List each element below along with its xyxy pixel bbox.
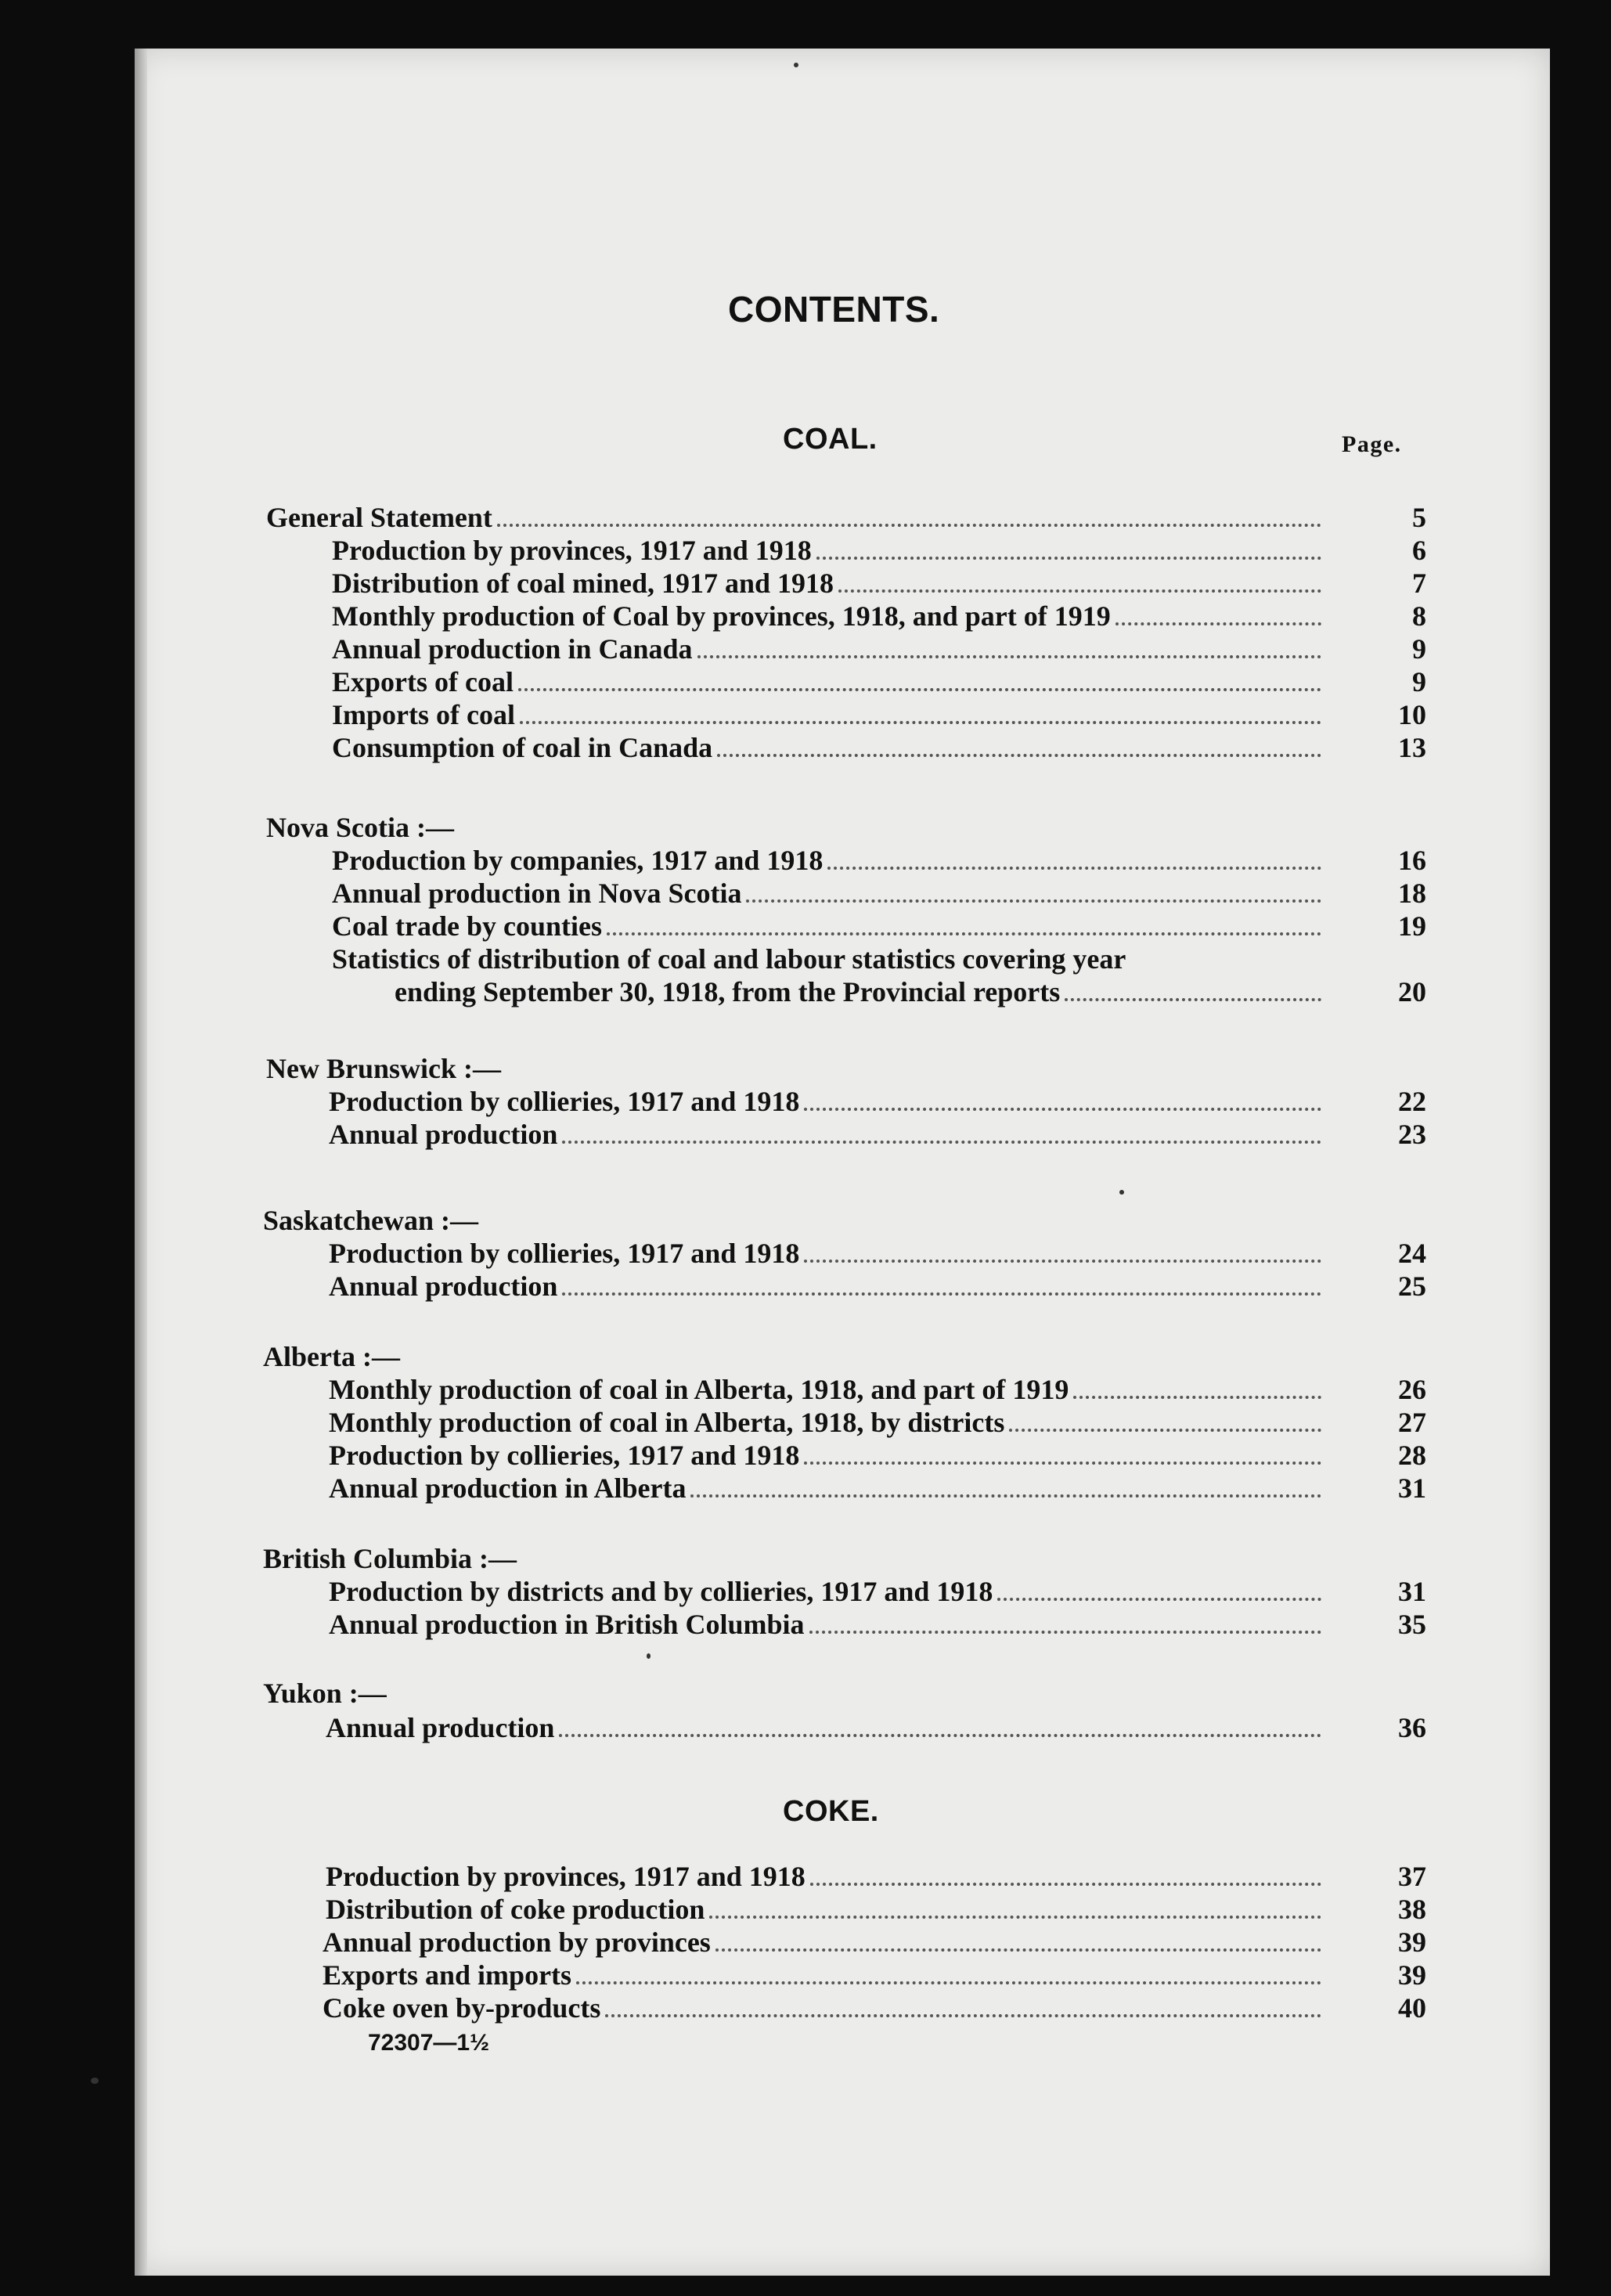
toc-entry-title: Exports of coal xyxy=(332,666,514,697)
dot-leader xyxy=(1115,622,1321,625)
toc-entry xyxy=(332,567,1326,600)
toc-entry xyxy=(329,1608,1326,1641)
coke-heading: COKE. xyxy=(783,1795,879,1828)
toc-group-title: British Columbia :— xyxy=(263,1543,517,1574)
toc-entry xyxy=(332,910,1326,943)
toc-page-number: 19 xyxy=(1398,910,1426,942)
toc-page-number: 40 xyxy=(1398,1992,1426,2024)
toc-entry xyxy=(266,501,1326,534)
toc-page-number: 39 xyxy=(1398,1959,1426,1991)
toc-entry-title: Production by collieries, 1917 and 1918 xyxy=(329,1086,800,1117)
toc-page-number: 16 xyxy=(1398,845,1426,876)
toc-group-title: Saskatchewan :— xyxy=(263,1205,479,1236)
dot-leader xyxy=(715,1948,1321,1952)
dot-leader xyxy=(497,524,1321,527)
toc-page-number: 25 xyxy=(1398,1271,1426,1302)
toc-entry xyxy=(395,975,1326,1008)
dot-leader xyxy=(518,688,1321,691)
toc-entry xyxy=(326,1711,1326,1744)
toc-entry-title: Statistics of distribution of coal and labour statistics covering year xyxy=(332,943,1126,975)
dot-leader xyxy=(562,1141,1321,1144)
toc-entry xyxy=(332,844,1326,877)
toc-page-number: 31 xyxy=(1398,1472,1426,1504)
dot-leader xyxy=(1073,1396,1321,1399)
dot-leader xyxy=(697,655,1321,658)
dot-leader xyxy=(816,557,1321,560)
toc-entry-title: Production by collieries, 1917 and 1918 xyxy=(329,1440,800,1471)
toc-entry xyxy=(332,698,1326,731)
toc-entry xyxy=(323,1991,1326,2024)
toc-page-number: 35 xyxy=(1398,1609,1426,1640)
toc-entry xyxy=(329,1439,1326,1472)
toc-entry-title: Imports of coal xyxy=(332,699,515,730)
dot-leader xyxy=(804,1462,1321,1465)
dot-leader xyxy=(804,1260,1321,1263)
toc-entry xyxy=(332,600,1326,633)
toc-page-number: 9 xyxy=(1412,633,1426,665)
scan-speck xyxy=(647,1653,651,1659)
toc-entry-title: Annual production xyxy=(329,1119,558,1150)
dot-leader xyxy=(605,2014,1321,2017)
toc-entry xyxy=(323,1926,1326,1959)
dot-leader xyxy=(746,899,1321,903)
toc-page-number: 8 xyxy=(1412,600,1426,632)
toc-entry xyxy=(329,1237,1326,1270)
toc-entry-title: Distribution of coke production xyxy=(326,1894,705,1925)
toc-entry-title: Annual production xyxy=(329,1271,558,1302)
toc-page-number: 27 xyxy=(1398,1407,1426,1438)
dot-leader xyxy=(809,1631,1321,1634)
scan-speck xyxy=(794,63,798,67)
toc-entry-title: Annual production in British Columbia xyxy=(329,1609,805,1640)
toc-page-number: 22 xyxy=(1398,1086,1426,1117)
toc-entry-title: Consumption of coal in Canada xyxy=(332,732,713,763)
toc-entry xyxy=(323,1959,1326,1991)
toc-entry-title: Monthly production of coal in Alberta, 1918, by districts xyxy=(329,1407,1005,1438)
toc-entry-title: Production by provinces, 1917 and 1918 xyxy=(332,535,812,566)
page-gutter-shadow xyxy=(135,49,147,2276)
toc-group-title: Yukon :— xyxy=(263,1678,387,1709)
toc-entry-title: Coke oven by-products xyxy=(323,1992,601,2024)
toc-entry xyxy=(332,877,1326,910)
toc-page-number: 28 xyxy=(1398,1440,1426,1471)
toc-page-number: 5 xyxy=(1412,502,1426,533)
toc-entry-title: Production by collieries, 1917 and 1918 xyxy=(329,1238,800,1269)
dot-leader xyxy=(838,589,1321,593)
contents-title: CONTENTS. xyxy=(728,289,940,330)
toc-entry-title: Annual production in Canada xyxy=(332,633,693,665)
dot-leader xyxy=(997,1598,1321,1601)
toc-entry xyxy=(326,1860,1326,1893)
toc-entry xyxy=(332,633,1326,665)
dot-leader xyxy=(827,867,1321,870)
toc-group-title: New Brunswick :— xyxy=(266,1053,502,1084)
toc-entry-title: General Statement xyxy=(266,502,492,533)
toc-entry xyxy=(329,1118,1326,1151)
toc-page-number: 9 xyxy=(1412,666,1426,697)
dot-leader xyxy=(559,1734,1321,1737)
dot-leader xyxy=(709,1916,1321,1919)
toc-page-number: 31 xyxy=(1398,1576,1426,1607)
toc-page-number: 26 xyxy=(1398,1374,1426,1405)
coal-heading: COAL. xyxy=(783,423,878,456)
toc-entry-title: Exports and imports xyxy=(323,1959,572,1991)
toc-entry-title: Production by provinces, 1917 and 1918 xyxy=(326,1861,806,1892)
dot-leader xyxy=(520,721,1321,724)
dot-leader xyxy=(804,1108,1321,1111)
toc-entry xyxy=(329,1373,1326,1406)
toc-entry xyxy=(326,1893,1326,1926)
footer-print-number: 72307—1½ xyxy=(368,2030,490,2056)
scan-speck xyxy=(91,2078,99,2084)
toc-page-number: 6 xyxy=(1412,535,1426,566)
toc-entry-title: Distribution of coal mined, 1917 and 1918 xyxy=(332,568,834,599)
toc-entry-title: ending September 30, 1918, from the Provincial reports xyxy=(395,976,1061,1007)
toc-page-number: 39 xyxy=(1398,1927,1426,1958)
dot-leader xyxy=(810,1883,1321,1886)
toc-entry-title: Production by companies, 1917 and 1918 xyxy=(332,845,824,876)
dot-leader xyxy=(1009,1429,1321,1432)
toc-entry xyxy=(332,665,1326,698)
dot-leader xyxy=(562,1292,1321,1296)
toc-entry-title: Monthly production of coal in Alberta, 1918, and part of 1919 xyxy=(329,1374,1069,1405)
toc-page-number: 18 xyxy=(1398,878,1426,909)
dot-leader xyxy=(1065,998,1321,1001)
toc-page-number: 36 xyxy=(1398,1712,1426,1743)
toc-entry xyxy=(329,1085,1326,1118)
toc-page-number: 37 xyxy=(1398,1861,1426,1892)
toc-entry-title: Annual production by provinces xyxy=(323,1927,711,1958)
scan-speck xyxy=(1119,1190,1124,1195)
toc-page-number: 13 xyxy=(1398,732,1426,763)
toc-page-number: 24 xyxy=(1398,1238,1426,1269)
toc-entry-title: Monthly production of Coal by provinces, 1918, and part of 1919 xyxy=(332,600,1111,632)
toc-entry-title: Annual production xyxy=(326,1712,555,1743)
toc-entry-title: Coal trade by counties xyxy=(332,910,602,942)
toc-page-number: 38 xyxy=(1398,1894,1426,1925)
toc-group-title: Alberta :— xyxy=(263,1341,400,1372)
toc-page-number: 10 xyxy=(1398,699,1426,730)
toc-page-number: 20 xyxy=(1398,976,1426,1007)
toc-entry xyxy=(329,1575,1326,1608)
toc-page-number: 7 xyxy=(1412,568,1426,599)
dot-leader xyxy=(607,932,1321,935)
toc-group-title: Nova Scotia :— xyxy=(266,812,454,843)
toc-entry-title: Annual production in Nova Scotia xyxy=(332,878,742,909)
toc-entry xyxy=(329,1270,1326,1303)
toc-entry xyxy=(332,534,1326,567)
dot-leader xyxy=(717,754,1321,757)
toc-entry xyxy=(332,943,1326,975)
toc-entry-title: Annual production in Alberta xyxy=(329,1472,687,1504)
dot-leader xyxy=(576,1981,1321,1984)
dot-leader xyxy=(690,1494,1321,1498)
page-column-label: Page. xyxy=(1342,431,1402,457)
toc-entry-title: Production by districts and by collieries, 1917 and 1918 xyxy=(329,1576,993,1607)
toc-entry xyxy=(332,731,1326,764)
toc-page-number: 23 xyxy=(1398,1119,1426,1150)
toc-entry xyxy=(329,1406,1326,1439)
toc-entry xyxy=(329,1472,1326,1505)
